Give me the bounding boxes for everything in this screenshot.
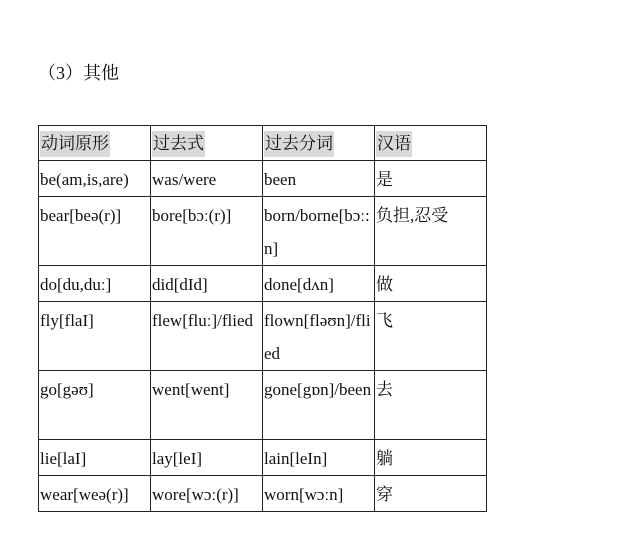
cell-base-form: be(am,is,are) bbox=[39, 161, 151, 197]
cell-past-tense: bore[bɔː(r)] bbox=[151, 197, 263, 266]
header-past-participle bbox=[263, 126, 375, 161]
cell-base-form: wear[weə(r)] bbox=[39, 476, 151, 512]
cell-past-participle: lain[leIn] bbox=[263, 440, 375, 476]
header-past-tense-label: 过去式 bbox=[152, 131, 205, 157]
cell-chinese: 负担,忍受 bbox=[375, 197, 487, 266]
cell-base-form: go[gəʊ] bbox=[39, 371, 151, 440]
cell-chinese: 飞 bbox=[375, 302, 487, 371]
cell-chinese: 躺 bbox=[375, 440, 487, 476]
irregular-verbs-table bbox=[38, 125, 487, 512]
header-chinese-label: 汉语 bbox=[376, 131, 412, 157]
cell-past-tense: flew[fluː]/flied bbox=[151, 302, 263, 371]
header-chinese bbox=[375, 126, 487, 161]
header-base-form-label: 动词原形 bbox=[40, 131, 110, 157]
cell-past-participle: gone[gɒn]/been bbox=[263, 371, 375, 440]
table-row bbox=[39, 440, 487, 476]
cell-chinese: 做 bbox=[375, 266, 487, 302]
cell-past-tense: was/were bbox=[151, 161, 263, 197]
cell-past-tense: lay[leI] bbox=[151, 440, 263, 476]
table-row bbox=[39, 476, 487, 512]
cell-base-form: lie[laI] bbox=[39, 440, 151, 476]
cell-past-participle: been bbox=[263, 161, 375, 197]
cell-past-participle: flown[fləʊn]/flied bbox=[263, 302, 375, 371]
table-row bbox=[39, 161, 487, 197]
cell-past-participle: worn[wɔːn] bbox=[263, 476, 375, 512]
table-row bbox=[39, 266, 487, 302]
table-row bbox=[39, 371, 487, 440]
cell-base-form: bear[beə(r)] bbox=[39, 197, 151, 266]
cell-base-form: do[du,duː] bbox=[39, 266, 151, 302]
cell-chinese: 是 bbox=[375, 161, 487, 197]
cell-past-tense: wore[wɔː(r)] bbox=[151, 476, 263, 512]
cell-past-participle: done[dʌn] bbox=[263, 266, 375, 302]
header-past-tense bbox=[151, 126, 263, 161]
cell-past-tense: went[went] bbox=[151, 371, 263, 440]
cell-chinese: 去 bbox=[375, 371, 487, 440]
cell-past-tense: did[dId] bbox=[151, 266, 263, 302]
cell-past-participle: born/borne[bɔː:n] bbox=[263, 197, 375, 266]
table-header-row bbox=[39, 126, 487, 161]
cell-base-form: fly[flaI] bbox=[39, 302, 151, 371]
cell-chinese: 穿 bbox=[375, 476, 487, 512]
table-row bbox=[39, 302, 487, 371]
header-past-participle-label: 过去分词 bbox=[264, 131, 334, 157]
table-row bbox=[39, 197, 487, 266]
section-heading: （3）其他 bbox=[38, 63, 119, 83]
header-base-form bbox=[39, 126, 151, 161]
